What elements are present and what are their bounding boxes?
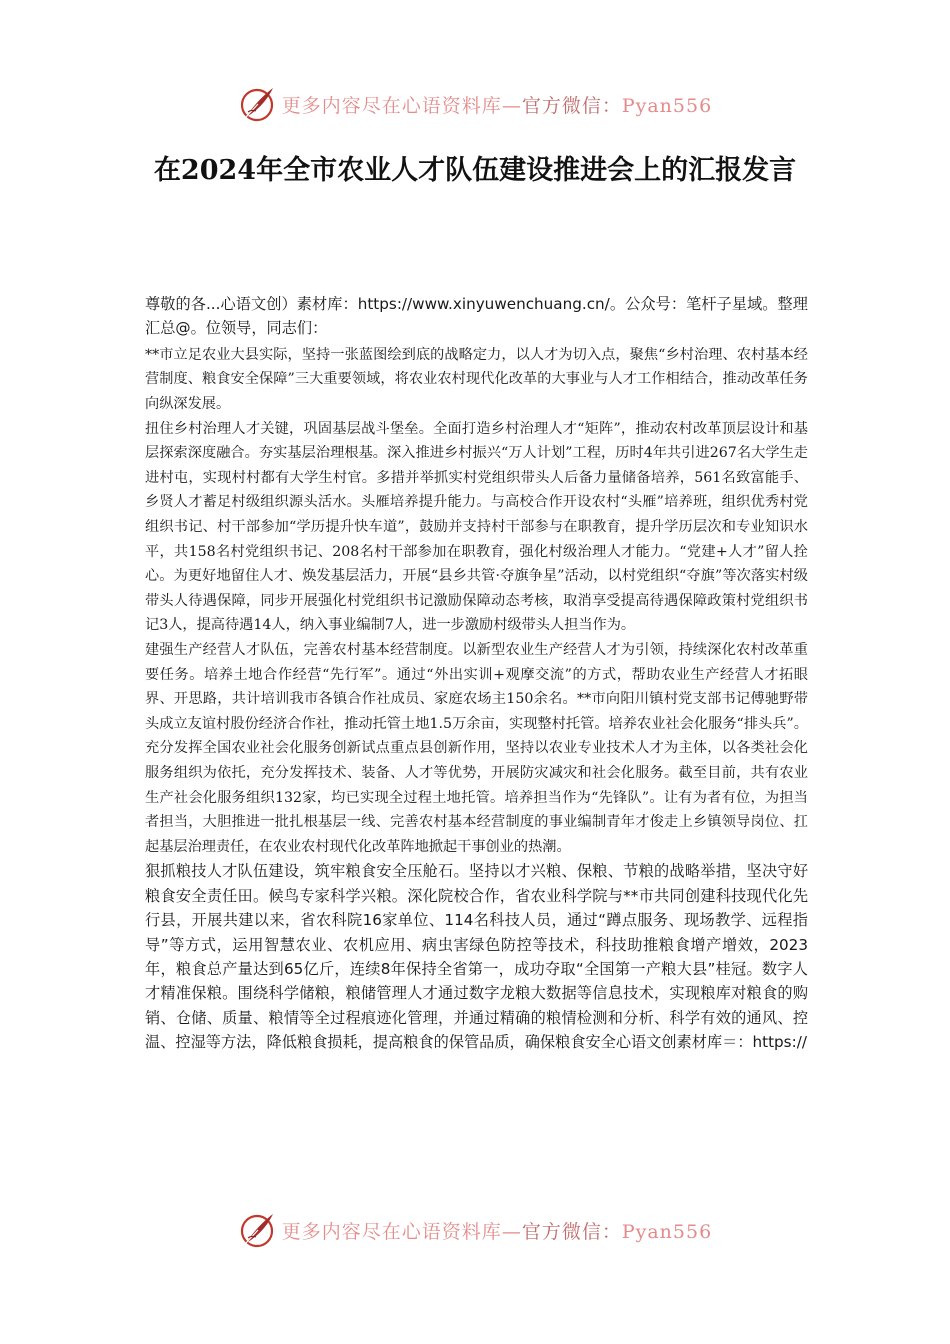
banner-main-text: 更多内容尽在心语资料库 — [281, 1220, 502, 1243]
banner-wechat-label: 官方微信： — [521, 94, 622, 117]
banner-dash: — — [501, 94, 522, 117]
paragraph-1: **市立足农业大县实际，坚持一张蓝图绘到底的战略定力，以人才为切入点，聚焦“乡村治理、农村基本经营制度、粮食安全保障”三大重要领域，将农业农村现代化改革的大事业与人才工作相结合，推动改革任务向纵深发展。 — [145, 346, 808, 412]
footer-banner — [0, 1210, 950, 1250]
intro-paragraph: 尊敬的各...心语文创）素材库：https://www.xinyuwenchuang.cn/。公众号：笔杆子星域。整理汇总@。位领导，同志们： — [145, 295, 808, 338]
banner-main-text: 更多内容尽在心语资料库 — [281, 94, 502, 117]
banner-dash: — — [501, 1220, 522, 1243]
banner-text — [282, 91, 712, 118]
banner-text — [282, 1217, 712, 1244]
banner-wechat-id: Pyan556 — [621, 94, 713, 117]
banner-wechat-id: Pyan556 — [621, 1220, 713, 1243]
quill-pen-logo-icon — [238, 84, 278, 124]
document-title: 在2024年全市农业人才队伍建设推进会上的汇报发言 — [153, 155, 797, 186]
quill-pen-logo-icon — [238, 1210, 278, 1250]
paragraph-4: 狠抓粮技人才队伍建设，筑牢粮食安全压舱石。坚持以才兴粮、保粮、节粮的战略举措，坚决守好粮食安全责任田。候鸟专家科学兴粮。深化院校合作，省农业科学院与**市共同创建科技现代化先行县，开展共建以来，省农科院16家单位、114名科技人员，通过“蹲点服务、现场教学、远程指导”等方式，运用智慧农业、农机应用、病虫害绿色防控等技术，科技助推粮食增产增效，2023年，粮食总产量达到65亿斤，连续8年保持全省第一，成功夺取“全国第一产粮大县”桂冠。数字人才精准保粮。围绕科学储粮，粮储管理人才通过数字龙粮大数据等信息技术，实现粮库对粮食的购销、仓储、质量、粮情等全过程痕迹化管理，并通过精确的粮情检测和分析、科学有效的通风、控温、控湿等方法，降低粮食损耗，提高粮食的保管品质，确保粮食安全心语文创素材库＝：https:// — [145, 862, 808, 1052]
document-body — [145, 292, 808, 1055]
banner-wechat-label: 官方微信： — [521, 1220, 622, 1243]
paragraph-3: 建强生产经营人才队伍，完善农村基本经营制度。以新型农业生产经营人才为引领，持续深化农村改革重要任务。培养土地合作经营“先行军”。通过“外出实训+观摩交流”的方式，帮助农业生产经营人才拓眼界、开思路，共计培训我市各镇合作社成员、家庭农场主150余名。**市向阳川镇村党支部书记傅驰野带头成立友谊村股份经济合作社，推动托管土地1.5万余亩，实现整村托管。培养农业社会化服务“排头兵”。充分发挥全国农业社会化服务创新试点重点县创新作用，坚持以农业专业技术人才为主体，以各类社会化服务组织为依托，充分发挥技术、装备、人才等优势，开展防灾减灾和社会化服务。截至目前，共有农业生产社会化服务组织132家，均已实现全过程土地托管。培养担当作为“先锋队”。让有为者有位，为担当者担当，大胆推进一批扎根基层一线、完善农村基本经营制度的事业编制青年才俊走上乡镇领导岗位、扛起基层治理责任，在农业农村现代化改革阵地掀起干事创业的热潮。 — [145, 641, 808, 855]
paragraph-2: 扭住乡村治理人才关键，巩固基层战斗堡垒。全面打造乡村治理人才“矩阵”，推动农村改革顶层设计和基层探索深度融合。夯实基层治理根基。深入推进乡村振兴“万人计划”工程，历时4年共引进267名大学生走进村屯，实现村村都有大学生村官。多措并举抓实村党组织带头人后备力量储备培养，561名致富能手、乡贤人才蓄足村级组织源头活水。头雁培养提升能力。与高校合作开设农村“头雁”培养班，组织优秀村党组织书记、村干部参加“学历提升快车道”，鼓励并支持村干部参与在职教育，提升学历层次和专业知识水平，共158名村党组织书记、208名村干部参加在职教育，强化村级治理人才能力。“党建+人才”留人拴心。为更好地留住人才、焕发基层活力，开展“县乡共管·夺旗争星”活动，以村党组织“夺旗”等次落实村级带头人待遇保障，同步开展强化村党组织书记激励保障动态考核，取消享受提高待遇保障政策村党组织书记3人，提高待遇14人，纳入事业编制7人，进一步激励村级带头人担当作为。 — [145, 420, 808, 634]
header-banner — [0, 84, 950, 124]
